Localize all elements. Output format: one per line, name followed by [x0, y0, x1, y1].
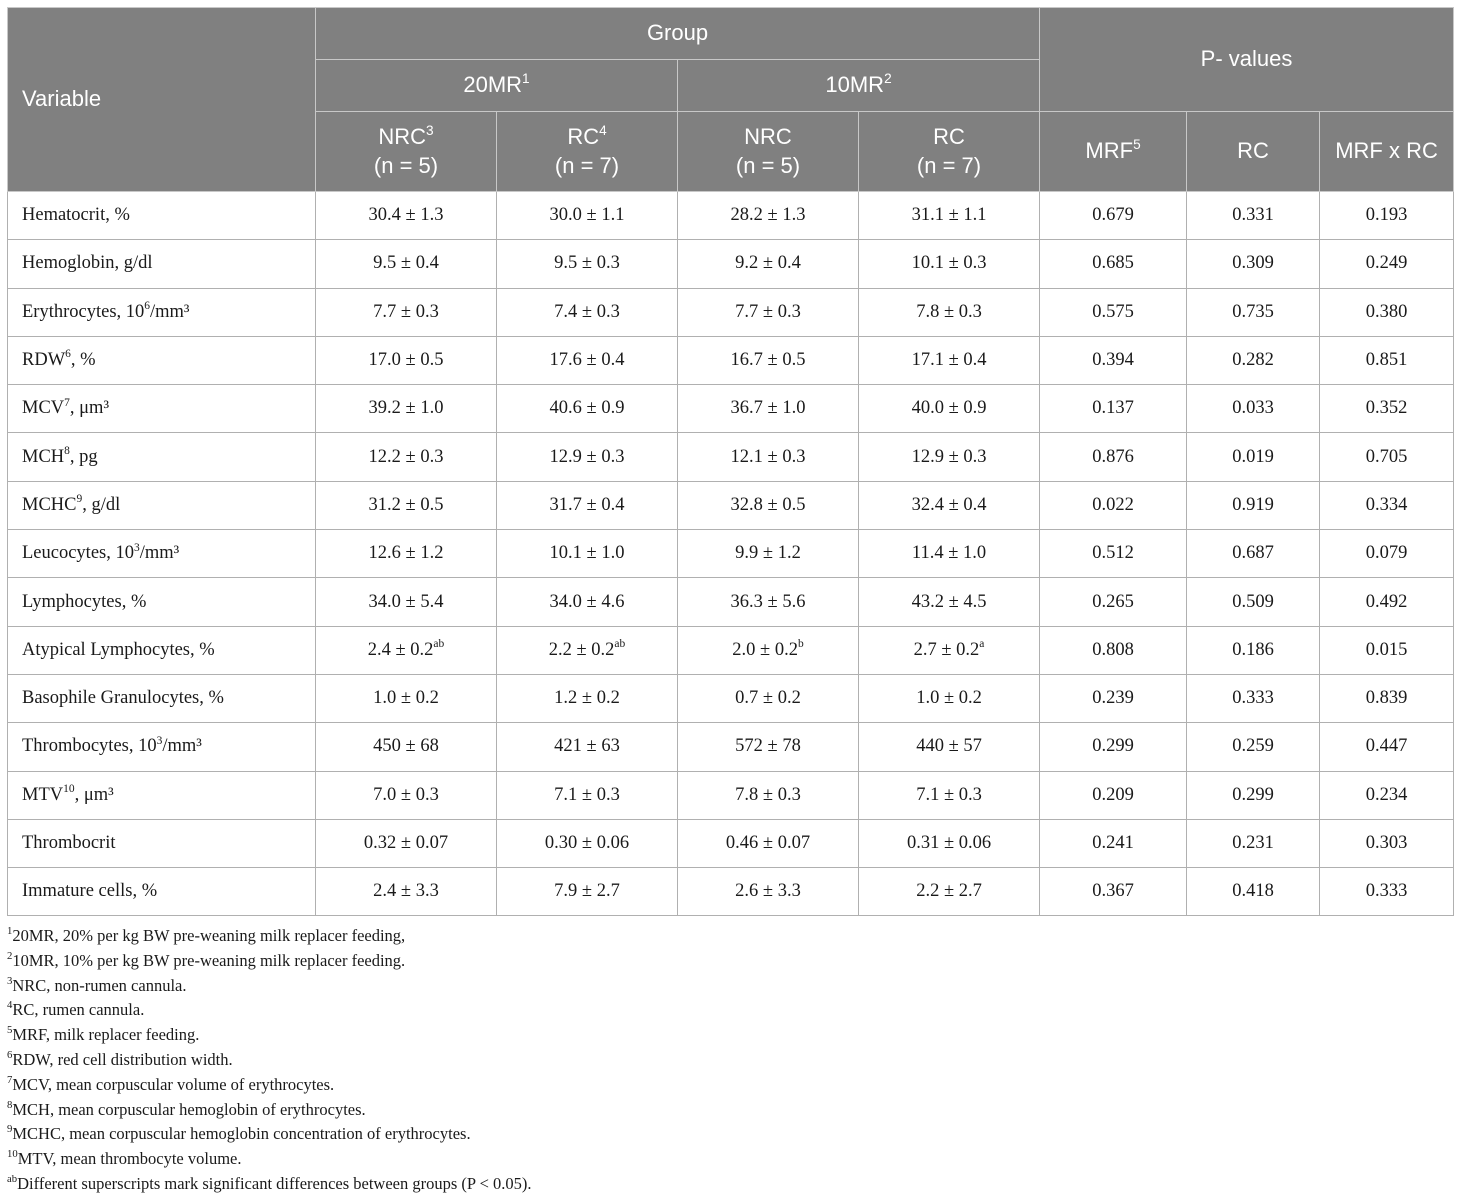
value-cell: 12.9 ± 0.3: [859, 433, 1040, 481]
value-cell: 0.30 ± 0.06: [497, 819, 678, 867]
value-cell: 440 ± 57: [859, 723, 1040, 771]
table-row: [8, 819, 1454, 867]
sub-header-10mr-rc: RC (n = 7): [859, 112, 1040, 192]
p-value-cell: 0.249: [1320, 240, 1454, 288]
p-value-cell: 0.209: [1040, 771, 1187, 819]
variable-cell: Atypical Lymphocytes, %: [8, 626, 316, 674]
value-cell: 34.0 ± 4.6: [497, 578, 678, 626]
value-cell: 450 ± 68: [316, 723, 497, 771]
p-value-cell: 0.352: [1320, 385, 1454, 433]
sub-header-20mr-rc: $RC^4$ (n = 7): [497, 112, 678, 192]
value-cell: 9.5 ± 0.3: [497, 240, 678, 288]
p-value-cell: 0.299: [1187, 771, 1320, 819]
variable-header: Variable: [8, 8, 316, 192]
p-header-mrf: MRF$^5$: [1040, 112, 1187, 192]
p-value-cell: 0.418: [1187, 868, 1320, 916]
value-cell: 43.2 ± 4.5: [859, 578, 1040, 626]
p-value-cell: 0.033: [1187, 385, 1320, 433]
value-cell: 2.2 ± 0.2$^{ab}$: [497, 626, 678, 674]
variable-cell: RDW$^6$, %: [8, 336, 316, 384]
variable-cell: Thrombocytes, $10^3$/mm³: [8, 723, 316, 771]
value-cell: 28.2 ± 1.3: [678, 192, 859, 240]
footnote: $^2$10MR, 10% per kg BW pre-weaning milk replacer feeding.: [7, 949, 406, 970]
footnote: $^9$MCHC, mean corpuscular hemoglobin concentration of erythrocytes.: [7, 1123, 471, 1144]
p-value-cell: 0.685: [1040, 240, 1187, 288]
value-cell: 12.9 ± 0.3: [497, 433, 678, 481]
results-table: [7, 7, 1454, 916]
value-cell: 7.8 ± 0.3: [859, 288, 1040, 336]
value-cell: 2.2 ± 2.7: [859, 868, 1040, 916]
table-row: [8, 240, 1454, 288]
p-header-mrf-x-rc: MRF x RC: [1320, 112, 1454, 192]
value-cell: 7.4 ± 0.3: [497, 288, 678, 336]
value-cell: 17.0 ± 0.5: [316, 336, 497, 384]
p-value-cell: 0.234: [1320, 771, 1454, 819]
p-value-cell: 0.735: [1187, 288, 1320, 336]
table-row: [8, 192, 1454, 240]
value-cell: 572 ± 78: [678, 723, 859, 771]
value-cell: 36.7 ± 1.0: [678, 385, 859, 433]
p-value-cell: 0.851: [1320, 336, 1454, 384]
p-value-cell: 0.241: [1040, 819, 1187, 867]
p-value-cell: 0.282: [1187, 336, 1320, 384]
variable-cell: MTV$^{10}$, μm³: [8, 771, 316, 819]
value-cell: 17.1 ± 0.4: [859, 336, 1040, 384]
variable-cell: Immature cells, %: [8, 868, 316, 916]
value-cell: 7.9 ± 2.7: [497, 868, 678, 916]
value-cell: 2.4 ± 0.2$^{ab}$: [316, 626, 497, 674]
value-cell: 2.6 ± 3.3: [678, 868, 859, 916]
value-cell: 2.4 ± 3.3: [316, 868, 497, 916]
variable-cell: Hemoglobin, g/dl: [8, 240, 316, 288]
p-value-cell: 0.309: [1187, 240, 1320, 288]
value-cell: 31.2 ± 0.5: [316, 481, 497, 529]
value-cell: 32.8 ± 0.5: [678, 481, 859, 529]
p-value-cell: 0.492: [1320, 578, 1454, 626]
value-cell: 34.0 ± 5.4: [316, 578, 497, 626]
table-row: [8, 530, 1454, 578]
value-cell: 2.0 ± 0.2$^b$: [678, 626, 859, 674]
table-row: [8, 868, 1454, 916]
variable-cell: Erythrocytes, $10^6$/mm³: [8, 288, 316, 336]
p-value-cell: 0.019: [1187, 433, 1320, 481]
value-cell: 16.7 ± 0.5: [678, 336, 859, 384]
variable-cell: Leucocytes, $10^3$/mm³: [8, 530, 316, 578]
value-cell: 30.4 ± 1.3: [316, 192, 497, 240]
pvalues-header: P- values: [1040, 8, 1454, 112]
value-cell: 7.7 ± 0.3: [678, 288, 859, 336]
value-cell: 7.0 ± 0.3: [316, 771, 497, 819]
p-value-cell: 0.022: [1040, 481, 1187, 529]
table-row: [8, 385, 1454, 433]
p-value-cell: 0.331: [1187, 192, 1320, 240]
variable-cell: Thrombocrit: [8, 819, 316, 867]
p-value-cell: 0.705: [1320, 433, 1454, 481]
value-cell: 2.7 ± 0.2$^a$: [859, 626, 1040, 674]
table-row: [8, 674, 1454, 722]
variable-cell: Hematocrit, %: [8, 192, 316, 240]
p-value-cell: 0.015: [1320, 626, 1454, 674]
table-body: [8, 192, 1454, 916]
p-value-cell: 0.333: [1187, 674, 1320, 722]
value-cell: 0.46 ± 0.07: [678, 819, 859, 867]
p-value-cell: 0.334: [1320, 481, 1454, 529]
value-cell: 31.7 ± 0.4: [497, 481, 678, 529]
value-cell: 9.2 ± 0.4: [678, 240, 859, 288]
p-value-cell: 0.193: [1320, 192, 1454, 240]
footnotes: [7, 924, 1447, 1197]
table-row: [8, 433, 1454, 481]
value-cell: 0.32 ± 0.07: [316, 819, 497, 867]
value-cell: 39.2 ± 1.0: [316, 385, 497, 433]
value-cell: 0.31 ± 0.06: [859, 819, 1040, 867]
p-value-cell: 0.186: [1187, 626, 1320, 674]
value-cell: 1.0 ± 0.2: [859, 674, 1040, 722]
value-cell: 7.1 ± 0.3: [859, 771, 1040, 819]
value-cell: 12.1 ± 0.3: [678, 433, 859, 481]
table-row: [8, 481, 1454, 529]
value-cell: 10.1 ± 0.3: [859, 240, 1040, 288]
value-cell: 12.6 ± 1.2: [316, 530, 497, 578]
p-value-cell: 0.808: [1040, 626, 1187, 674]
footnote: $^1$20MR, 20% per kg BW pre-weaning milk replacer feeding,: [7, 924, 406, 945]
value-cell: 7.1 ± 0.3: [497, 771, 678, 819]
footnote: $^7$MCV, mean corpuscular volume of erythrocytes.: [7, 1073, 335, 1094]
value-cell: 9.5 ± 0.4: [316, 240, 497, 288]
value-cell: 7.8 ± 0.3: [678, 771, 859, 819]
value-cell: 0.7 ± 0.2: [678, 674, 859, 722]
p-value-cell: 0.575: [1040, 288, 1187, 336]
variable-cell: MCH$^8$, pg: [8, 433, 316, 481]
footnote: $^8$MCH, mean corpuscular hemoglobin of erythrocytes.: [7, 1098, 366, 1119]
table-row: [8, 771, 1454, 819]
value-cell: 1.2 ± 0.2: [497, 674, 678, 722]
p-value-cell: 0.839: [1320, 674, 1454, 722]
p-value-cell: 0.394: [1040, 336, 1187, 384]
footnote: $^6$RDW, red cell distribution width.: [7, 1048, 233, 1069]
value-cell: 36.3 ± 5.6: [678, 578, 859, 626]
p-header-rc: RC: [1187, 112, 1320, 192]
p-value-cell: 0.380: [1320, 288, 1454, 336]
p-value-cell: 0.679: [1040, 192, 1187, 240]
p-value-cell: 0.509: [1187, 578, 1320, 626]
p-value-cell: 0.333: [1320, 868, 1454, 916]
p-value-cell: 0.231: [1187, 819, 1320, 867]
p-value-cell: 0.079: [1320, 530, 1454, 578]
group-10mr-header: $10MR^2$: [678, 60, 1040, 112]
p-value-cell: 0.876: [1040, 433, 1187, 481]
value-cell: 10.1 ± 1.0: [497, 530, 678, 578]
table-row: [8, 626, 1454, 674]
value-cell: 40.6 ± 0.9: [497, 385, 678, 433]
p-value-cell: 0.259: [1187, 723, 1320, 771]
p-value-cell: 0.303: [1320, 819, 1454, 867]
value-cell: 7.7 ± 0.3: [316, 288, 497, 336]
value-cell: 421 ± 63: [497, 723, 678, 771]
variable-cell: Basophile Granulocytes, %: [8, 674, 316, 722]
footnote: $^{10}$MTV, mean thrombocyte volume.: [7, 1148, 242, 1169]
group-header: Group: [316, 8, 1040, 60]
p-value-cell: 0.687: [1187, 530, 1320, 578]
table-row: [8, 336, 1454, 384]
value-cell: 12.2 ± 0.3: [316, 433, 497, 481]
p-value-cell: 0.919: [1187, 481, 1320, 529]
value-cell: 30.0 ± 1.1: [497, 192, 678, 240]
table-row: [8, 578, 1454, 626]
sub-header-20mr-nrc: NRC$^3$ (n = 5): [316, 112, 497, 192]
value-cell: 32.4 ± 0.4: [859, 481, 1040, 529]
p-value-cell: 0.512: [1040, 530, 1187, 578]
table-row: [8, 723, 1454, 771]
variable-cell: MCV$^7$, μm³: [8, 385, 316, 433]
footnote: $^5$MRF, milk replacer feeding.: [7, 1024, 200, 1045]
value-cell: 9.9 ± 1.2: [678, 530, 859, 578]
p-value-cell: 0.137: [1040, 385, 1187, 433]
value-cell: 17.6 ± 0.4: [497, 336, 678, 384]
value-cell: 11.4 ± 1.0: [859, 530, 1040, 578]
p-value-cell: 0.299: [1040, 723, 1187, 771]
value-cell: 1.0 ± 0.2: [316, 674, 497, 722]
footnote: $^{ab}$Different superscripts mark significant differences between groups (P < 0.05).: [7, 1172, 532, 1193]
footnote: $^3$NRC, non-rumen cannula.: [7, 974, 187, 995]
variable-cell: Lymphocytes, %: [8, 578, 316, 626]
table-row: [8, 288, 1454, 336]
p-value-cell: 0.447: [1320, 723, 1454, 771]
p-value-cell: 0.239: [1040, 674, 1187, 722]
sub-header-10mr-nrc: NRC (n = 5): [678, 112, 859, 192]
value-cell: 31.1 ± 1.1: [859, 192, 1040, 240]
group-20mr-header: $20MR^1$: [316, 60, 678, 112]
p-value-cell: 0.367: [1040, 868, 1187, 916]
p-value-cell: 0.265: [1040, 578, 1187, 626]
value-cell: 40.0 ± 0.9: [859, 385, 1040, 433]
variable-cell: MCHC$^9$, g/dl: [8, 481, 316, 529]
footnote: $^4$RC, rumen cannula.: [7, 999, 145, 1020]
